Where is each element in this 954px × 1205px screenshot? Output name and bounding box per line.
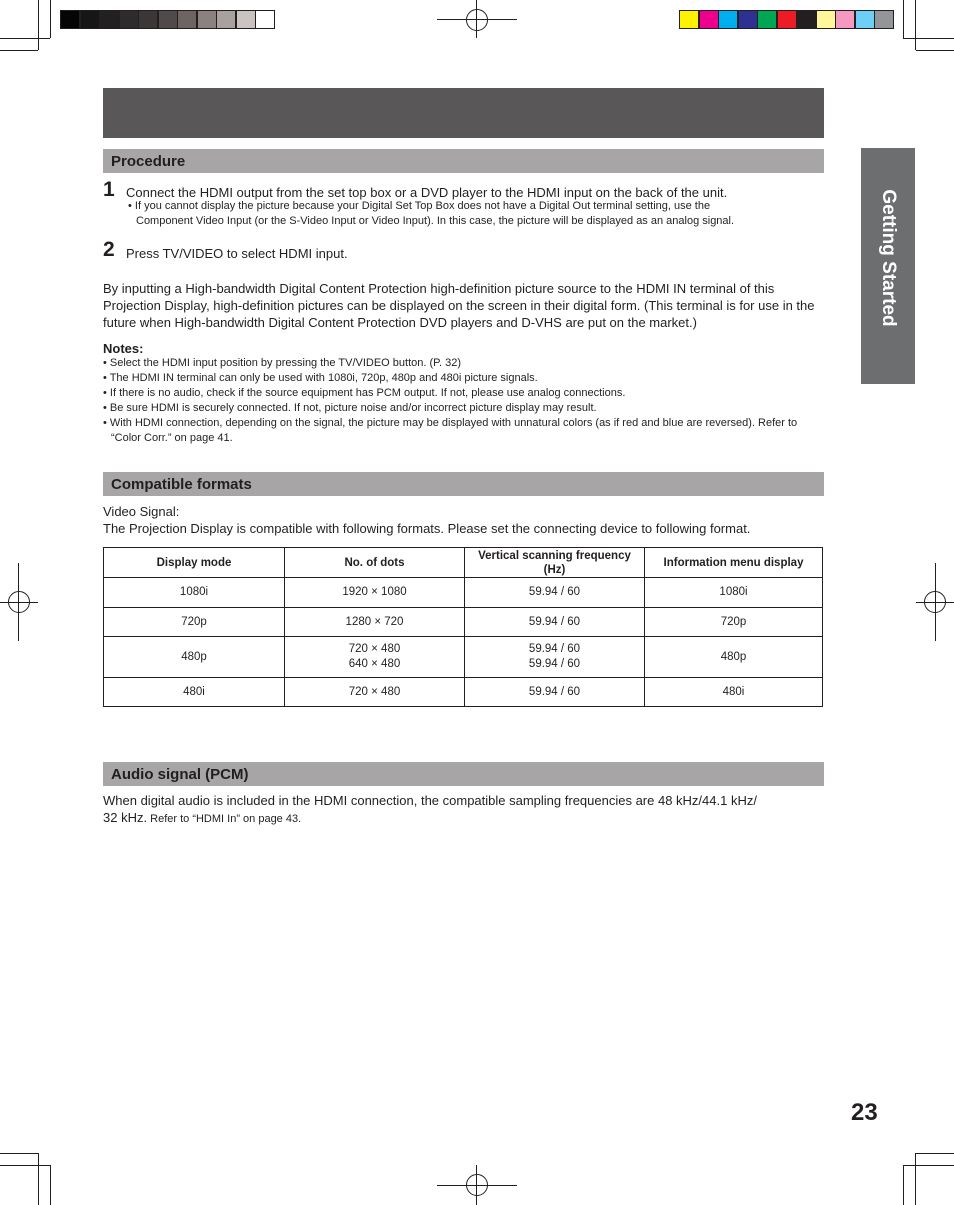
note-item: • With HDMI connection, depending on the signal, the picture may be displayed with unnatural colors (as if red and blue are reversed). Refer to “Color Corr.” on page 41. <box>103 417 798 444</box>
note-item: • Be sure HDMI is securely connected. If not, picture noise and/or incorrect picture display may result. <box>103 402 597 414</box>
gray-swatch <box>177 10 197 29</box>
step-1-number: 1 <box>103 178 115 201</box>
page-header-band <box>103 88 824 138</box>
freq-value: 59.94 / 60 <box>528 685 581 698</box>
cell-mode: 480i <box>104 678 285 707</box>
dots-value: 720 × 480 <box>348 685 401 698</box>
gray-swatch <box>138 10 158 29</box>
step-1-text: Connect the HDMI output from the set top box or a DVD player to the HDMI input on the back of the unit. <box>126 185 728 200</box>
color-swatch <box>757 10 777 29</box>
formats-table <box>103 547 823 707</box>
dots-value: 720 × 480 <box>348 643 401 655</box>
gray-swatch <box>236 10 256 29</box>
col-no-of-dots: No. of dots <box>285 548 465 578</box>
table-row <box>104 678 823 707</box>
color-swatch <box>835 10 855 29</box>
dots-value: 1920 × 1080 <box>342 586 407 598</box>
gray-swatch <box>197 10 217 29</box>
color-swatch <box>699 10 719 29</box>
gray-swatch <box>216 10 236 29</box>
cell-freq <box>465 678 645 707</box>
note-item: • Select the HDMI input position by pressing the TV/VIDEO button. (P. 32) <box>103 357 462 369</box>
cell-mode: 1080i <box>104 578 285 608</box>
table-header-row <box>104 548 823 578</box>
gray-swatch <box>60 10 80 29</box>
freq-value: 59.94 / 60 <box>528 643 581 655</box>
video-signal-label: Video Signal: <box>103 504 180 519</box>
cell-mode: 480p <box>104 637 285 678</box>
cell-freq <box>465 637 645 678</box>
table-row <box>104 578 823 608</box>
audio-text-main: 32 kHz. <box>103 810 148 825</box>
note-item: • The HDMI IN terminal can only be used with 1080i, 720p, 480p and 480i picture signals. <box>103 372 538 384</box>
gray-swatch <box>255 10 275 29</box>
gray-swatch <box>158 10 178 29</box>
freq-value: 59.94 / 60 <box>528 586 581 598</box>
color-swatch <box>679 10 699 29</box>
gray-swatch <box>80 10 100 29</box>
cell-dots <box>285 608 465 637</box>
audio-text-line1: When digital audio is included in the HDMI connection, the compatible sampling frequencies are 48 kHz/44.1 kHz/ <box>103 793 757 808</box>
cell-dots <box>285 578 465 608</box>
table-row <box>104 608 823 637</box>
cell-freq <box>465 608 645 637</box>
compatible-intro-text: The Projection Display is compatible with following formats. Please set the connecting device to following format. <box>103 521 751 536</box>
col-display-mode: Display mode <box>104 548 285 578</box>
page-number: 23 <box>851 1099 878 1126</box>
color-swatch <box>796 10 816 29</box>
audio-text-line2 <box>103 809 301 828</box>
step-2-text: Press TV/VIDEO to select HDMI input. <box>126 246 348 261</box>
cell-menu: 480i <box>645 678 823 707</box>
dots-value: 640 × 480 <box>348 658 401 670</box>
compatible-formats-heading: Compatible formats <box>103 472 824 496</box>
color-swatch <box>718 10 738 29</box>
note-item: • If there is no audio, check if the source equipment has PCM output. If not, please use analog connections. <box>103 387 626 399</box>
cell-menu: 720p <box>645 608 823 637</box>
notes-heading: Notes: <box>103 341 144 356</box>
gray-swatch <box>99 10 119 29</box>
color-swatch <box>777 10 797 29</box>
side-tab-label: Getting Started <box>878 189 899 327</box>
cell-mode: 720p <box>104 608 285 637</box>
gray-swatch <box>119 10 139 29</box>
freq-value: 59.94 / 60 <box>528 658 581 670</box>
notes-list <box>103 356 803 446</box>
freq-value: 59.94 / 60 <box>528 615 581 628</box>
cell-menu: 1080i <box>645 578 823 608</box>
cell-dots <box>285 637 465 678</box>
dots-value: 1280 × 720 <box>345 615 404 628</box>
step-1-note-line2: Component Video Input (or the S-Video Input or Video Input). In this case, the picture will be displayed as an analog signal. <box>136 215 735 227</box>
color-swatch <box>816 10 836 29</box>
col-vertical-frequency: Vertical scanning frequency (Hz) <box>465 548 645 578</box>
cell-freq <box>465 578 645 608</box>
col-information-menu: Information menu display <box>645 548 823 578</box>
step-1-note-line1: • If you cannot display the picture because your Digital Set Top Box does not have a Digital Out terminal setting, use the <box>128 200 711 212</box>
color-swatch <box>874 10 894 29</box>
table-row <box>104 637 823 678</box>
step-2-number: 2 <box>103 238 115 261</box>
color-swatch <box>738 10 758 29</box>
hdcp-paragraph: By inputting a High-bandwidth Digital Content Protection high-definition picture source to the HDMI IN terminal of this Projection Display, high-definition pictures can be displayed on the screen in their digital form. (This terminal is for use in the future when High-bandwidth Digital Content Protection DVD players and D-VHS are put on the market.) <box>103 281 815 330</box>
cell-menu: 480p <box>645 637 823 678</box>
color-swatch <box>855 10 875 29</box>
cell-dots <box>285 678 465 707</box>
audio-signal-heading: Audio signal (PCM) <box>103 762 824 786</box>
audio-text-reference: Refer to “HDMI In” on page 43. <box>147 813 302 825</box>
procedure-heading: Procedure <box>103 149 824 173</box>
